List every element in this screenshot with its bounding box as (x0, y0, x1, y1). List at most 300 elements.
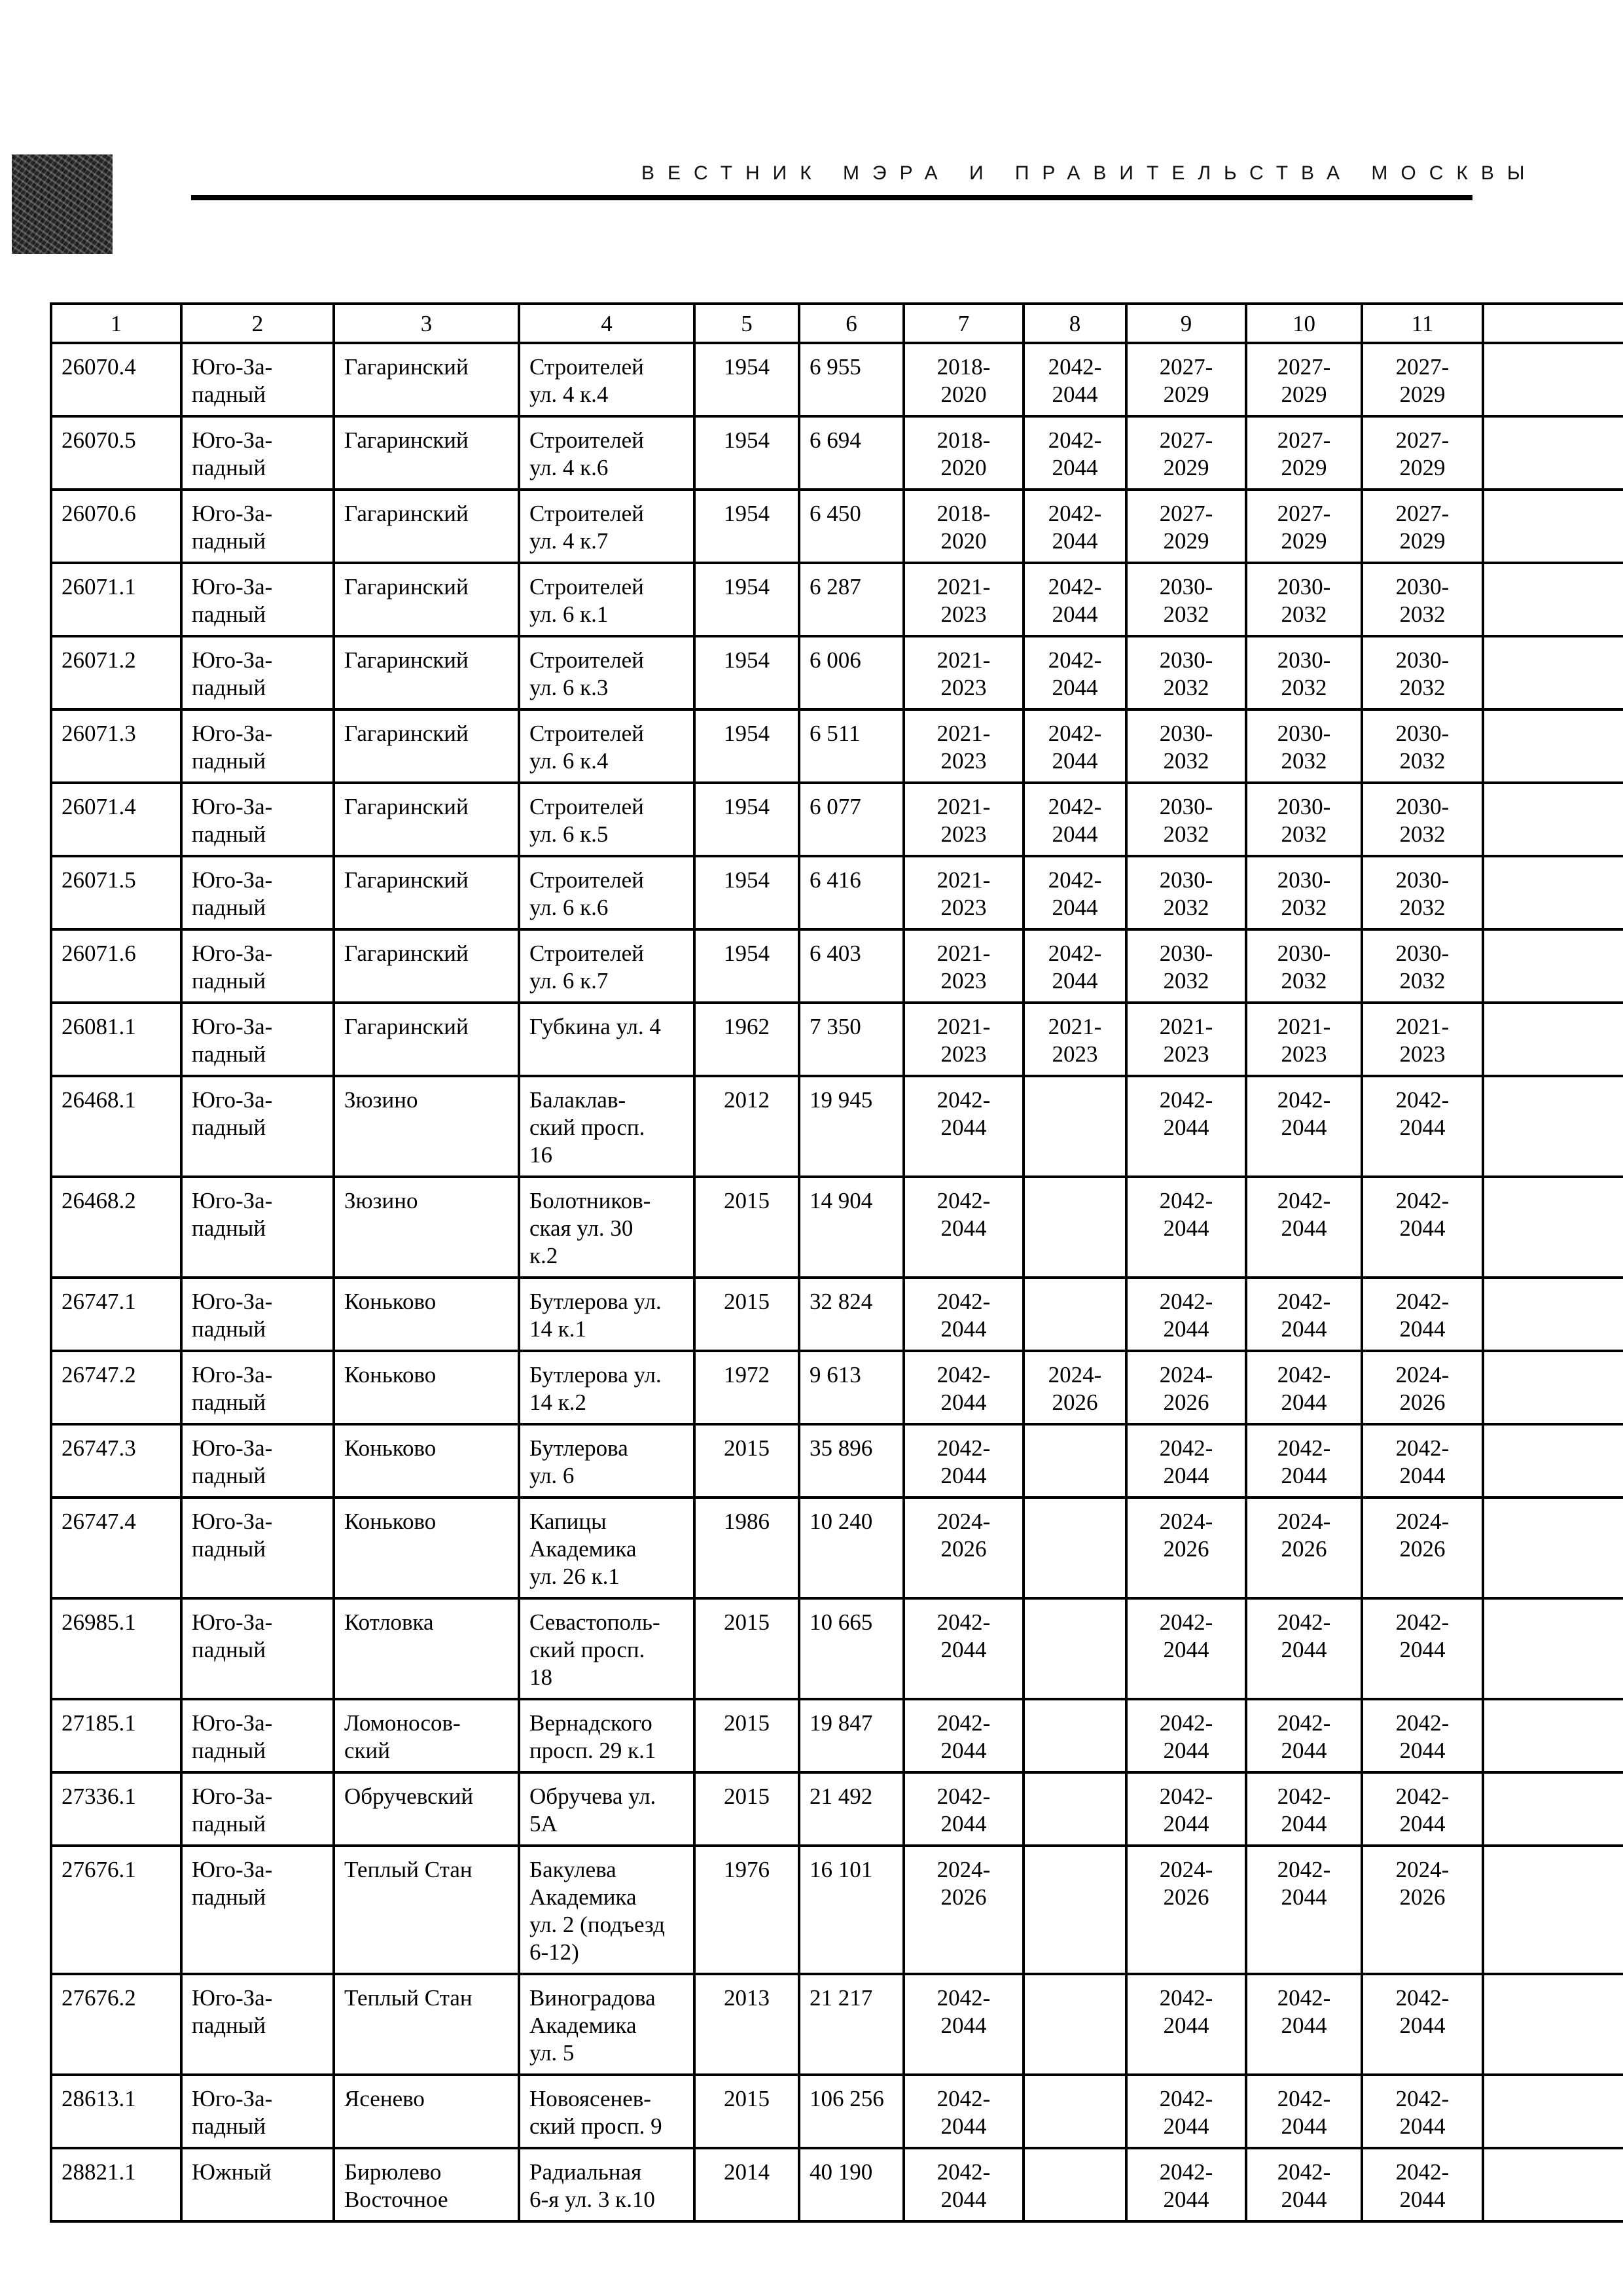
table-cell-col-3: Зюзино (334, 1177, 519, 1278)
table-cell-col-7: 2024- 2026 (904, 1498, 1024, 1598)
table-cell-col-4: Вернадского просп. 29 к.1 (519, 1699, 694, 1772)
table-cell-col-8 (1024, 1772, 1126, 1846)
table-cell-col-8 (1024, 2075, 1126, 2148)
table-cell-col-6: 40 190 (799, 2148, 904, 2221)
table-header-row (51, 304, 1623, 343)
table-cell-col-5: 1976 (694, 1846, 799, 1974)
table-cell-col-12 (1483, 1177, 1623, 1278)
table-cell-col-8 (1024, 1974, 1126, 2075)
table-cell-col-10: 2042- 2044 (1246, 1699, 1362, 1772)
table-cell-col-12 (1483, 1003, 1623, 1076)
table-cell-col-1: 26747.2 (51, 1351, 181, 1424)
table-cell-col-3: Гагаринский (334, 636, 519, 709)
table-cell-col-4: Севастополь- ский просп. 18 (519, 1598, 694, 1699)
table-row (51, 783, 1623, 856)
table-cell-col-10: 2042- 2044 (1246, 1598, 1362, 1699)
table-row (51, 856, 1623, 929)
table-cell-col-4: Виноградова Академика ул. 5 (519, 1974, 694, 2075)
table-cell-col-12 (1483, 1278, 1623, 1351)
table-cell-col-1: 26081.1 (51, 1003, 181, 1076)
table-cell-col-5: 2015 (694, 1699, 799, 1772)
table-cell-col-9: 2042- 2044 (1126, 1772, 1246, 1846)
column-number-cell: 1 (51, 304, 181, 343)
table-cell-col-2: Юго-За- падный (181, 1177, 334, 1278)
table-cell-col-9: 2030- 2032 (1126, 783, 1246, 856)
table-cell-col-5: 1972 (694, 1351, 799, 1424)
table-cell-col-7: 2018- 2020 (904, 490, 1024, 563)
table-cell-col-7: 2042- 2044 (904, 1974, 1024, 2075)
table-cell-col-11: 2042- 2044 (1362, 1974, 1483, 2075)
table-row (51, 1278, 1623, 1351)
table-cell-col-8 (1024, 1498, 1126, 1598)
table-cell-col-10: 2042- 2044 (1246, 1351, 1362, 1424)
table-cell-col-9: 2030- 2032 (1126, 929, 1246, 1003)
table-cell-col-11: 2024- 2026 (1362, 1351, 1483, 1424)
table-cell-col-10: 2042- 2044 (1246, 1974, 1362, 2075)
column-number-cell: 4 (519, 304, 694, 343)
table-cell-col-11: 2042- 2044 (1362, 1598, 1483, 1699)
table-cell-col-5: 1986 (694, 1498, 799, 1598)
table-cell-col-3: Обручевский (334, 1772, 519, 1846)
table-cell-col-5: 2012 (694, 1076, 799, 1177)
table-cell-col-7: 2021- 2023 (904, 929, 1024, 1003)
table-cell-col-5: 1954 (694, 929, 799, 1003)
table-cell-col-2: Юго-За- падный (181, 2075, 334, 2148)
column-number-cell: 6 (799, 304, 904, 343)
table-cell-col-9: 2024- 2026 (1126, 1498, 1246, 1598)
table-cell-col-10: 2042- 2044 (1246, 2075, 1362, 2148)
table-cell-col-12 (1483, 1598, 1623, 1699)
table-cell-col-6: 9 613 (799, 1351, 904, 1424)
header-rule (191, 195, 1472, 200)
table-cell-col-4: Строителей ул. 4 к.4 (519, 343, 694, 416)
table-cell-col-2: Юго-За- падный (181, 1772, 334, 1846)
table-cell-col-2: Юго-За- падный (181, 490, 334, 563)
table-cell-col-1: 27676.2 (51, 1974, 181, 2075)
table-cell-col-9: 2042- 2044 (1126, 2075, 1246, 2148)
table-cell-col-9: 2027- 2029 (1126, 490, 1246, 563)
table-cell-col-11: 2027- 2029 (1362, 343, 1483, 416)
table-cell-col-12 (1483, 636, 1623, 709)
table-cell-col-9: 2042- 2044 (1126, 1974, 1246, 2075)
table-cell-col-12 (1483, 856, 1623, 929)
table-cell-col-11: 2030- 2032 (1362, 563, 1483, 636)
table-cell-col-3: Гагаринский (334, 709, 519, 783)
table-cell-col-1: 26747.3 (51, 1424, 181, 1498)
table-cell-col-7: 2018- 2020 (904, 416, 1024, 490)
table-cell-col-10: 2030- 2032 (1246, 636, 1362, 709)
table-cell-col-1: 26071.3 (51, 709, 181, 783)
table-cell-col-1: 28821.1 (51, 2148, 181, 2221)
table-cell-col-5: 1954 (694, 856, 799, 929)
table-cell-col-10: 2042- 2044 (1246, 2148, 1362, 2221)
table-cell-col-10: 2021- 2023 (1246, 1003, 1362, 1076)
table-cell-col-8 (1024, 1598, 1126, 1699)
table-cell-col-6: 6 450 (799, 490, 904, 563)
table-cell-col-8: 2042- 2044 (1024, 709, 1126, 783)
table-cell-col-4: Строителей ул. 4 к.6 (519, 416, 694, 490)
table-cell-col-6: 6 287 (799, 563, 904, 636)
table-row (51, 1974, 1623, 2075)
table-cell-col-12 (1483, 929, 1623, 1003)
table-cell-col-8: 2042- 2044 (1024, 490, 1126, 563)
table-cell-col-6: 6 511 (799, 709, 904, 783)
table-cell-col-5: 1954 (694, 563, 799, 636)
table-cell-col-9: 2042- 2044 (1126, 1177, 1246, 1278)
table-cell-col-12 (1483, 709, 1623, 783)
table-cell-col-2: Юго-За- падный (181, 1003, 334, 1076)
table-cell-col-8: 2042- 2044 (1024, 416, 1126, 490)
table-cell-col-3: Гагаринский (334, 343, 519, 416)
table-cell-col-6: 106 256 (799, 2075, 904, 2148)
table-cell-col-7: 2021- 2023 (904, 636, 1024, 709)
table-cell-col-8: 2042- 2044 (1024, 636, 1126, 709)
table-cell-col-8 (1024, 1076, 1126, 1177)
table-cell-col-3: Гагаринский (334, 490, 519, 563)
table-cell-col-2: Южный (181, 2148, 334, 2221)
table-cell-col-3: Коньково (334, 1498, 519, 1598)
table-cell-col-9: 2042- 2044 (1126, 1598, 1246, 1699)
table-cell-col-7: 2042- 2044 (904, 1772, 1024, 1846)
table-cell-col-11: 2042- 2044 (1362, 1278, 1483, 1351)
table-cell-col-6: 6 077 (799, 783, 904, 856)
table-cell-col-8: 2042- 2044 (1024, 563, 1126, 636)
table-cell-col-3: Теплый Стан (334, 1974, 519, 2075)
table-cell-col-10: 2027- 2029 (1246, 416, 1362, 490)
table-cell-col-4: Новоясенев- ский просп. 9 (519, 2075, 694, 2148)
table-row (51, 636, 1623, 709)
table-cell-col-4: Обручева ул. 5А (519, 1772, 694, 1846)
table-cell-col-10: 2027- 2029 (1246, 343, 1362, 416)
table-cell-col-8: 2042- 2044 (1024, 343, 1126, 416)
table-cell-col-11: 2030- 2032 (1362, 636, 1483, 709)
table-cell-col-8: 2024- 2026 (1024, 1351, 1126, 1424)
column-number-cell: 9 (1126, 304, 1246, 343)
table-cell-col-11: 2042- 2044 (1362, 1772, 1483, 1846)
column-number-cell: 7 (904, 304, 1024, 343)
table-cell-col-2: Юго-За- падный (181, 1699, 334, 1772)
table-cell-col-10: 2027- 2029 (1246, 490, 1362, 563)
corner-mark (12, 154, 113, 254)
table-cell-col-3: Зюзино (334, 1076, 519, 1177)
table-cell-col-7: 2042- 2044 (904, 2075, 1024, 2148)
table-cell-col-11: 2042- 2044 (1362, 1177, 1483, 1278)
table-cell-col-9: 2030- 2032 (1126, 563, 1246, 636)
table-cell-col-9: 2042- 2044 (1126, 1076, 1246, 1177)
table-cell-col-10: 2042- 2044 (1246, 1846, 1362, 1974)
table-cell-col-3: Коньково (334, 1424, 519, 1498)
table-cell-col-11: 2027- 2029 (1362, 416, 1483, 490)
table-row (51, 709, 1623, 783)
table-cell-col-10: 2030- 2032 (1246, 856, 1362, 929)
table-cell-col-5: 1962 (694, 1003, 799, 1076)
table-cell-col-9: 2024- 2026 (1126, 1846, 1246, 1974)
table-cell-col-1: 26070.4 (51, 343, 181, 416)
table-cell-col-1: 27676.1 (51, 1846, 181, 1974)
table-cell-col-1: 26071.4 (51, 783, 181, 856)
table-cell-col-12 (1483, 490, 1623, 563)
table-cell-col-8 (1024, 1278, 1126, 1351)
table-cell-col-2: Юго-За- падный (181, 563, 334, 636)
table-cell-col-7: 2042- 2044 (904, 1076, 1024, 1177)
table-cell-col-4: Радиальная 6-я ул. 3 к.10 (519, 2148, 694, 2221)
table-cell-col-4: Бутлерова ул. 14 к.1 (519, 1278, 694, 1351)
table-cell-col-1: 28613.1 (51, 2075, 181, 2148)
table-cell-col-5: 2015 (694, 1424, 799, 1498)
table-row (51, 490, 1623, 563)
table-cell-col-1: 26747.1 (51, 1278, 181, 1351)
table-cell-col-3: Гагаринский (334, 1003, 519, 1076)
table-cell-col-5: 2015 (694, 1772, 799, 1846)
table-cell-col-6: 35 896 (799, 1424, 904, 1498)
table-cell-col-5: 2015 (694, 1177, 799, 1278)
table-cell-col-12 (1483, 416, 1623, 490)
table-cell-col-10: 2042- 2044 (1246, 1278, 1362, 1351)
table-cell-col-9: 2021- 2023 (1126, 1003, 1246, 1076)
table-cell-col-5: 2013 (694, 1974, 799, 2075)
table-cell-col-7: 2021- 2023 (904, 783, 1024, 856)
table-cell-col-4: Бакулева Академика ул. 2 (подъезд 6-12) (519, 1846, 694, 1974)
table-cell-col-8: 2042- 2044 (1024, 783, 1126, 856)
table-cell-col-8 (1024, 2148, 1126, 2221)
table-row (51, 1076, 1623, 1177)
column-number-cell (1483, 304, 1623, 343)
table-cell-col-8: 2042- 2044 (1024, 929, 1126, 1003)
table-cell-col-10: 2042- 2044 (1246, 1076, 1362, 1177)
table-cell-col-7: 2021- 2023 (904, 856, 1024, 929)
table-cell-col-12 (1483, 343, 1623, 416)
table-cell-col-12 (1483, 1846, 1623, 1974)
table-row (51, 2148, 1623, 2221)
table-cell-col-2: Юго-За- падный (181, 783, 334, 856)
table-cell-col-5: 2015 (694, 1598, 799, 1699)
table-cell-col-2: Юго-За- падный (181, 856, 334, 929)
table-cell-col-1: 26071.2 (51, 636, 181, 709)
table-cell-col-6: 6 694 (799, 416, 904, 490)
table-cell-col-11: 2042- 2044 (1362, 1424, 1483, 1498)
table-cell-col-3: Гагаринский (334, 783, 519, 856)
table-cell-col-6: 19 945 (799, 1076, 904, 1177)
table-cell-col-7: 2042- 2044 (904, 1278, 1024, 1351)
table-cell-col-11: 2042- 2044 (1362, 1076, 1483, 1177)
table-cell-col-4: Капицы Академика ул. 26 к.1 (519, 1498, 694, 1598)
table-cell-col-1: 26985.1 (51, 1598, 181, 1699)
table-cell-col-4: Строителей ул. 6 к.7 (519, 929, 694, 1003)
table-cell-col-6: 32 824 (799, 1278, 904, 1351)
table-cell-col-5: 1954 (694, 343, 799, 416)
table-cell-col-4: Болотников- ская ул. 30 к.2 (519, 1177, 694, 1278)
table-cell-col-1: 26747.4 (51, 1498, 181, 1598)
table-cell-col-11: 2030- 2032 (1362, 929, 1483, 1003)
journal-title: ВЕСТНИК МЭРА И ПРАВИТЕЛЬСТВА МОСКВЫ (641, 162, 1538, 184)
table-cell-col-1: 26071.6 (51, 929, 181, 1003)
table-cell-col-4: Балаклав- ский просп. 16 (519, 1076, 694, 1177)
table-row (51, 1846, 1623, 1974)
table-cell-col-9: 2030- 2032 (1126, 636, 1246, 709)
table-cell-col-10: 2030- 2032 (1246, 563, 1362, 636)
table-cell-col-4: Губкина ул. 4 (519, 1003, 694, 1076)
table-cell-col-9: 2042- 2044 (1126, 1699, 1246, 1772)
table-cell-col-2: Юго-За- падный (181, 1424, 334, 1498)
table-cell-col-3: Гагаринский (334, 929, 519, 1003)
table-cell-col-7: 2042- 2044 (904, 2148, 1024, 2221)
table-cell-col-1: 26070.6 (51, 490, 181, 563)
table-cell-col-11: 2030- 2032 (1362, 783, 1483, 856)
table-cell-col-3: Гагаринский (334, 563, 519, 636)
table-cell-col-12 (1483, 1351, 1623, 1424)
table-cell-col-10: 2042- 2044 (1246, 1424, 1362, 1498)
table-cell-col-3: Теплый Стан (334, 1846, 519, 1974)
table-cell-col-2: Юго-За- падный (181, 1846, 334, 1974)
table-cell-col-10: 2030- 2032 (1246, 929, 1362, 1003)
table-cell-col-5: 1954 (694, 709, 799, 783)
table-cell-col-7: 2042- 2044 (904, 1177, 1024, 1278)
table-cell-col-7: 2024- 2026 (904, 1846, 1024, 1974)
table-cell-col-8: 2042- 2044 (1024, 856, 1126, 929)
table-cell-col-4: Строителей ул. 6 к.3 (519, 636, 694, 709)
table-cell-col-9: 2030- 2032 (1126, 856, 1246, 929)
table-cell-col-4: Бутлерова ул. 6 (519, 1424, 694, 1498)
table-cell-col-5: 1954 (694, 636, 799, 709)
table-cell-col-3: Коньково (334, 1278, 519, 1351)
table-cell-col-9: 2042- 2044 (1126, 1278, 1246, 1351)
table-cell-col-7: 2021- 2023 (904, 709, 1024, 783)
table-row (51, 2075, 1623, 2148)
table-cell-col-9: 2030- 2032 (1126, 709, 1246, 783)
table-cell-col-4: Строителей ул. 6 к.5 (519, 783, 694, 856)
table-cell-col-3: Ясенево (334, 2075, 519, 2148)
table-cell-col-12 (1483, 1498, 1623, 1598)
table-cell-col-2: Юго-За- падный (181, 636, 334, 709)
table-cell-col-7: 2042- 2044 (904, 1598, 1024, 1699)
table-cell-col-11: 2030- 2032 (1362, 709, 1483, 783)
table-cell-col-12 (1483, 2075, 1623, 2148)
table-cell-col-6: 7 350 (799, 1003, 904, 1076)
table-row (51, 1424, 1623, 1498)
table-cell-col-9: 2042- 2044 (1126, 2148, 1246, 2221)
table-cell-col-8 (1024, 1846, 1126, 1974)
table-cell-col-5: 1954 (694, 490, 799, 563)
table-cell-col-6: 14 904 (799, 1177, 904, 1278)
table-cell-col-1: 26468.1 (51, 1076, 181, 1177)
table-cell-col-10: 2030- 2032 (1246, 783, 1362, 856)
table-cell-col-1: 27185.1 (51, 1699, 181, 1772)
table-cell-col-12 (1483, 1974, 1623, 2075)
table-cell-col-7: 2042- 2044 (904, 1424, 1024, 1498)
table-cell-col-2: Юго-За- падный (181, 1598, 334, 1699)
table-cell-col-4: Бутлерова ул. 14 к.2 (519, 1351, 694, 1424)
table-cell-col-3: Гагаринский (334, 416, 519, 490)
table-cell-col-6: 10 240 (799, 1498, 904, 1598)
table-cell-col-11: 2030- 2032 (1362, 856, 1483, 929)
table-cell-col-4: Строителей ул. 6 к.6 (519, 856, 694, 929)
table-cell-col-6: 21 492 (799, 1772, 904, 1846)
table-cell-col-10: 2030- 2032 (1246, 709, 1362, 783)
table-row (51, 1699, 1623, 1772)
table-cell-col-2: Юго-За- падный (181, 929, 334, 1003)
table-cell-col-1: 26468.2 (51, 1177, 181, 1278)
table-row (51, 1003, 1623, 1076)
table-cell-col-10: 2042- 2044 (1246, 1177, 1362, 1278)
table-cell-col-11: 2042- 2044 (1362, 1699, 1483, 1772)
table-cell-col-6: 6 955 (799, 343, 904, 416)
table-cell-col-6: 16 101 (799, 1846, 904, 1974)
table-cell-col-2: Юго-За- падный (181, 1974, 334, 2075)
table-cell-col-3: Ломоносов- ский (334, 1699, 519, 1772)
table-cell-col-6: 6 416 (799, 856, 904, 929)
table-cell-col-2: Юго-За- падный (181, 416, 334, 490)
table-cell-col-8 (1024, 1424, 1126, 1498)
table-cell-col-11: 2042- 2044 (1362, 2148, 1483, 2221)
table-cell-col-7: 2021- 2023 (904, 563, 1024, 636)
table-cell-col-2: Юго-За- падный (181, 343, 334, 416)
column-number-cell: 5 (694, 304, 799, 343)
table-cell-col-11: 2027- 2029 (1362, 490, 1483, 563)
table-row (51, 416, 1623, 490)
table-cell-col-9: 2027- 2029 (1126, 343, 1246, 416)
table-cell-col-10: 2024- 2026 (1246, 1498, 1362, 1598)
table-cell-col-11: 2024- 2026 (1362, 1498, 1483, 1598)
table-cell-col-6: 21 217 (799, 1974, 904, 2075)
table-cell-col-9: 2024- 2026 (1126, 1351, 1246, 1424)
table-cell-col-4: Строителей ул. 6 к.1 (519, 563, 694, 636)
table-cell-col-1: 27336.1 (51, 1772, 181, 1846)
table-cell-col-3: Бирюлево Восточное (334, 2148, 519, 2221)
table-cell-col-4: Строителей ул. 4 к.7 (519, 490, 694, 563)
table-cell-col-2: Юго-За- падный (181, 709, 334, 783)
column-number-cell: 3 (334, 304, 519, 343)
table-cell-col-3: Котловка (334, 1598, 519, 1699)
table-row (51, 1498, 1623, 1598)
table-cell-col-4: Строителей ул. 6 к.4 (519, 709, 694, 783)
table-cell-col-1: 26070.5 (51, 416, 181, 490)
table-cell-col-8 (1024, 1177, 1126, 1278)
column-number-cell: 11 (1362, 304, 1483, 343)
table-row (51, 1177, 1623, 1278)
table-cell-col-3: Гагаринский (334, 856, 519, 929)
table-cell-col-5: 1954 (694, 783, 799, 856)
table-cell-col-12 (1483, 2148, 1623, 2221)
table-cell-col-6: 10 665 (799, 1598, 904, 1699)
table-cell-col-6: 6 403 (799, 929, 904, 1003)
table-cell-col-9: 2027- 2029 (1126, 416, 1246, 490)
table-cell-col-8: 2021- 2023 (1024, 1003, 1126, 1076)
table-row (51, 1598, 1623, 1699)
table-body (51, 304, 1623, 2221)
table-cell-col-12 (1483, 783, 1623, 856)
column-number-cell: 10 (1246, 304, 1362, 343)
table-cell-col-5: 2015 (694, 2075, 799, 2148)
table-cell-col-1: 26071.5 (51, 856, 181, 929)
table-row (51, 929, 1623, 1003)
table-cell-col-12 (1483, 1076, 1623, 1177)
table-cell-col-6: 19 847 (799, 1699, 904, 1772)
table-cell-col-12 (1483, 563, 1623, 636)
column-number-cell: 2 (181, 304, 334, 343)
table-cell-col-7: 2042- 2044 (904, 1351, 1024, 1424)
table-cell-col-6: 6 006 (799, 636, 904, 709)
table-cell-col-11: 2021- 2023 (1362, 1003, 1483, 1076)
table-cell-col-2: Юго-За- падный (181, 1278, 334, 1351)
table-cell-col-12 (1483, 1772, 1623, 1846)
table-cell-col-8 (1024, 1699, 1126, 1772)
table-cell-col-10: 2042- 2044 (1246, 1772, 1362, 1846)
table-cell-col-9: 2042- 2044 (1126, 1424, 1246, 1498)
table-cell-col-2: Юго-За- падный (181, 1351, 334, 1424)
table-row (51, 1772, 1623, 1846)
table-cell-col-2: Юго-За- падный (181, 1498, 334, 1598)
table-cell-col-12 (1483, 1424, 1623, 1498)
